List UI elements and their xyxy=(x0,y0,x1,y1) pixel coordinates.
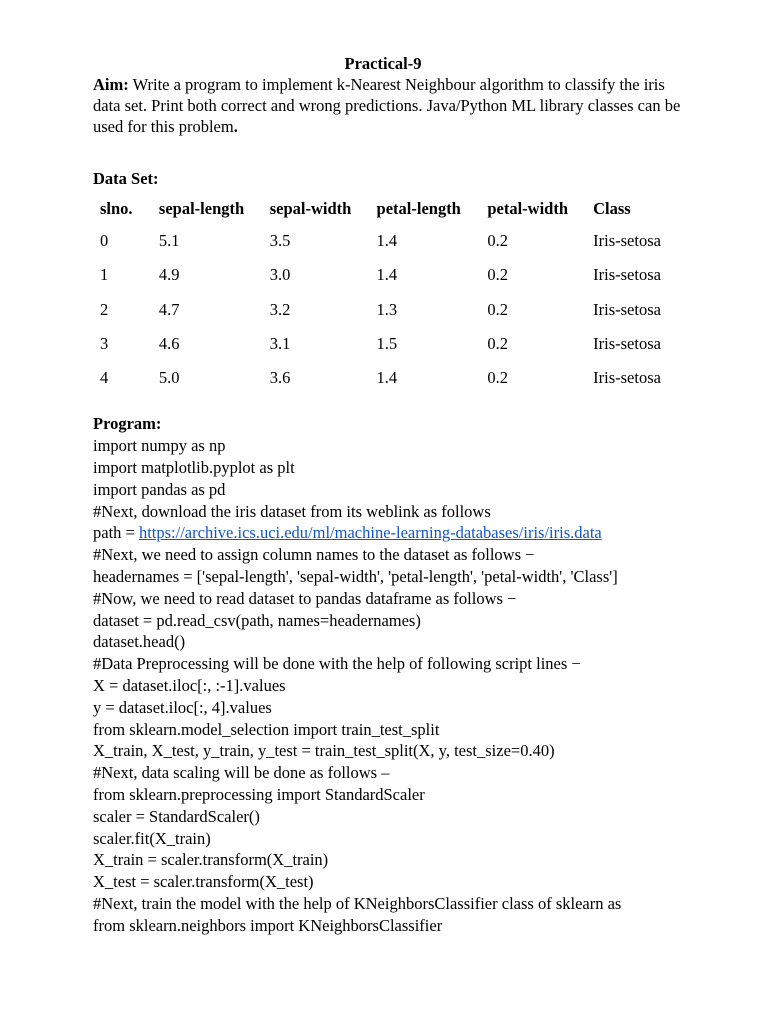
table-cell: 1.3 xyxy=(376,299,398,319)
dataset-heading: Data Set: xyxy=(93,169,159,188)
code-line: dataset = pd.read_csv(path, names=headernames) xyxy=(93,610,421,630)
code-line-path xyxy=(93,522,693,544)
table-cell: 0.2 xyxy=(487,265,508,285)
table-cell: 4 xyxy=(100,368,109,388)
code-line: headernames = ['sepal-length', 'sepal-width', 'petal-length', 'petal-width', 'Class'] xyxy=(93,567,618,587)
code-line: #Next, download the iris dataset from its weblink as follows xyxy=(93,501,491,521)
table-cell: 5.0 xyxy=(158,368,180,388)
code-line: X_train, X_test, y_train, y_test = train_test_split(X, y, test_size=0.40) xyxy=(93,741,555,761)
table-cell: 0.2 xyxy=(487,368,508,388)
table-row xyxy=(93,258,693,292)
page-title: Practical-9 xyxy=(344,54,422,73)
table-cell: 0.2 xyxy=(487,334,508,354)
code-line: X = dataset.iloc[:, :-1].values xyxy=(93,676,286,696)
code-line: import numpy as np xyxy=(93,436,226,456)
column-header: petal-width xyxy=(487,199,568,218)
code-line: #Next, we need to assign column names to the dataset as follows − xyxy=(93,545,535,565)
aim-end: . xyxy=(233,117,238,136)
column-header: Class xyxy=(593,199,631,218)
code-line: from sklearn.preprocessing import StandardScaler xyxy=(93,785,425,805)
table-row xyxy=(93,224,693,258)
table-cell: 3.0 xyxy=(269,265,291,285)
table-cell: Iris-setosa xyxy=(593,368,661,388)
program-code xyxy=(93,435,693,936)
dataset-table xyxy=(93,194,693,395)
table-cell: 3 xyxy=(100,334,109,354)
aim-paragraph xyxy=(93,74,693,137)
code-line: from sklearn.model_selection import train_test_split xyxy=(93,719,440,739)
code-line: #Next, train the model with the help of KNeighborsClassifier class of sklearn as xyxy=(93,894,622,914)
table-cell: Iris-setosa xyxy=(593,265,661,285)
code-line: #Now, we need to read dataset to pandas dataframe as follows − xyxy=(93,588,517,608)
table-cell: Iris-setosa xyxy=(593,299,661,319)
code-line: dataset.head() xyxy=(93,632,186,652)
table-cell: 2 xyxy=(100,299,109,319)
table-cell: 4.7 xyxy=(158,299,180,319)
table-cell: 1.4 xyxy=(376,231,398,251)
code-line: y = dataset.iloc[:, 4].values xyxy=(93,697,272,717)
code-line: scaler = StandardScaler() xyxy=(93,806,260,826)
table-cell: Iris-setosa xyxy=(593,231,661,251)
table-row xyxy=(93,361,693,395)
table-cell: 0.2 xyxy=(487,299,508,319)
code-line: X_train = scaler.transform(X_train) xyxy=(93,850,329,870)
table-row xyxy=(93,293,693,327)
code-line: #Next, data scaling will be done as follows – xyxy=(93,763,390,783)
table-cell: 4.6 xyxy=(158,334,180,354)
table-cell: 1.5 xyxy=(376,334,398,354)
table-cell: Iris-setosa xyxy=(593,334,661,354)
column-header: sepal-length xyxy=(158,199,245,218)
column-header: sepal-width xyxy=(269,199,352,218)
table-cell: 1 xyxy=(100,265,109,285)
table-cell: 3.5 xyxy=(269,231,291,251)
code-line: scaler.fit(X_train) xyxy=(93,828,211,848)
iris-data-link[interactable]: https://archive.ics.uci.edu/ml/machine-learning-databases/iris/iris.data xyxy=(138,523,602,543)
code-line: #Data Preprocessing will be done with the help of following script lines − xyxy=(93,654,581,674)
aim-label: Aim: xyxy=(93,75,129,94)
code-line: X_test = scaler.transform(X_test) xyxy=(93,872,314,892)
code-line: import pandas as pd xyxy=(93,479,226,499)
document-page xyxy=(93,53,693,937)
program-heading: Program: xyxy=(93,414,162,434)
aim-text: Write a program to implement k-Nearest Neighbour algorithm to classify the iris data set. Print both correct and wrong predictions. Java/Python ML library classes can be used for this problem xyxy=(93,75,681,136)
table-cell: 0.2 xyxy=(487,231,508,251)
table-header-row xyxy=(93,194,693,224)
column-header: petal-length xyxy=(376,199,461,218)
table-cell: 4.9 xyxy=(158,265,180,285)
table-cell: 5.1 xyxy=(158,231,180,251)
table-cell: 3.2 xyxy=(269,299,291,319)
path-assignment: path = xyxy=(93,523,139,543)
table-cell: 0 xyxy=(100,231,109,251)
table-cell: 3.6 xyxy=(269,368,291,388)
column-header: slno. xyxy=(100,199,133,218)
table-cell: 1.4 xyxy=(376,265,398,285)
code-line: from sklearn.neighbors import KNeighborsClassifier xyxy=(93,915,443,935)
table-cell: 1.4 xyxy=(376,368,398,388)
table-row xyxy=(93,327,693,361)
code-line: import matplotlib.pyplot as plt xyxy=(93,458,295,478)
table-cell: 3.1 xyxy=(269,334,291,354)
